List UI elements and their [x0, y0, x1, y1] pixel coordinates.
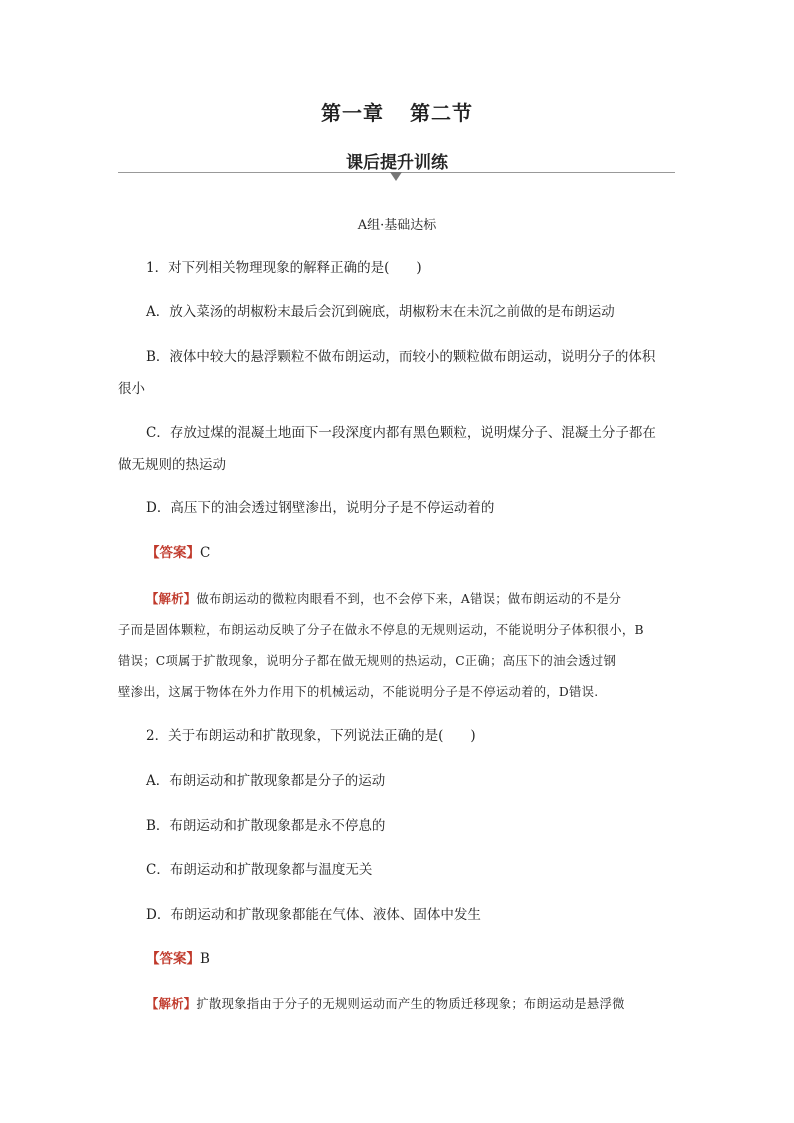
down-triangle-icon [390, 172, 402, 181]
question-2-answer [146, 949, 706, 969]
question-1-option-d: D．高压下的油会透过钢壁渗出，说明分子是不停运动着的 [146, 500, 495, 516]
answer-tag: 【答案】 [146, 545, 200, 561]
section-label: 第二节 [410, 101, 473, 125]
question-1-option-c-cont: 做无规则的热运动 [118, 457, 226, 473]
question-1-option-a: A．放入菜汤的胡椒粉末最后会沉到碗底，胡椒粉末在未沉之前做的是布朗运动 [146, 304, 615, 320]
answer-tag: 【答案】 [146, 951, 200, 967]
question-2-option-c: C．布朗运动和扩散现象都与温度无关 [146, 862, 373, 878]
question-1-option-b: B．液体中较大的悬浮颗粒不做布朗运动，而较小的颗粒做布朗运动，说明分子的体积 [146, 349, 656, 365]
question-1-option-b-cont: 很小 [118, 381, 145, 397]
question-2-option-b: B．布朗运动和扩散现象都是永不停息的 [146, 818, 386, 834]
question-1-option-c: C．存放过煤的混凝土地面下一段深度内都有黑色颗粒，说明煤分子、混凝土分子都在 [146, 425, 656, 441]
question-1-explanation-line-3: 错误；C项属于扩散现象，说明分子都在做无规则的热运动，C正确；高压下的油会透过钢 [118, 654, 617, 668]
question-2-option-a: A．布朗运动和扩散现象都是分子的运动 [146, 773, 386, 789]
chapter-label: 第一章 [321, 101, 384, 125]
group-title: A组·基础达标 [357, 218, 437, 233]
answer-value: B [200, 951, 210, 967]
page-subtitle: 课后提升训练 [346, 153, 448, 173]
question-1-stem: 1．对下列相关物理现象的解释正确的是( ) [146, 260, 422, 276]
question-2-stem: 2．关于布朗运动和扩散现象，下列说法正确的是( ) [146, 728, 476, 744]
question-2-explanation-line-1: 【解析】扩散现象指由于分子的无规则运动而产生的物质迁移现象；布朗运动是悬浮微 [146, 996, 625, 1011]
question-1-explanation-line-1: 【解析】做布朗运动的微粒肉眼看不到，也不会停下来，A错误；做布朗运动的不是分 [146, 591, 622, 606]
question-1-explanation-line-4: 壁渗出，这属于物体在外力作用下的机械运动，不能说明分子是不停运动着的，D错误. [118, 685, 599, 699]
page-title [0, 97, 794, 126]
question-1-answer [146, 543, 706, 563]
explanation-tag: 【解析】 [146, 591, 197, 606]
answer-value: C [200, 545, 211, 561]
explanation-tag: 【解析】 [146, 996, 197, 1011]
question-2-option-d: D．布朗运动和扩散现象都能在气体、液体、固体中发生 [146, 907, 481, 923]
question-1-explanation-line-2: 子而是固体颗粒，布朗运动反映了分子在做永不停息的无规则运动，不能说明分子体积很小，B [118, 623, 644, 637]
